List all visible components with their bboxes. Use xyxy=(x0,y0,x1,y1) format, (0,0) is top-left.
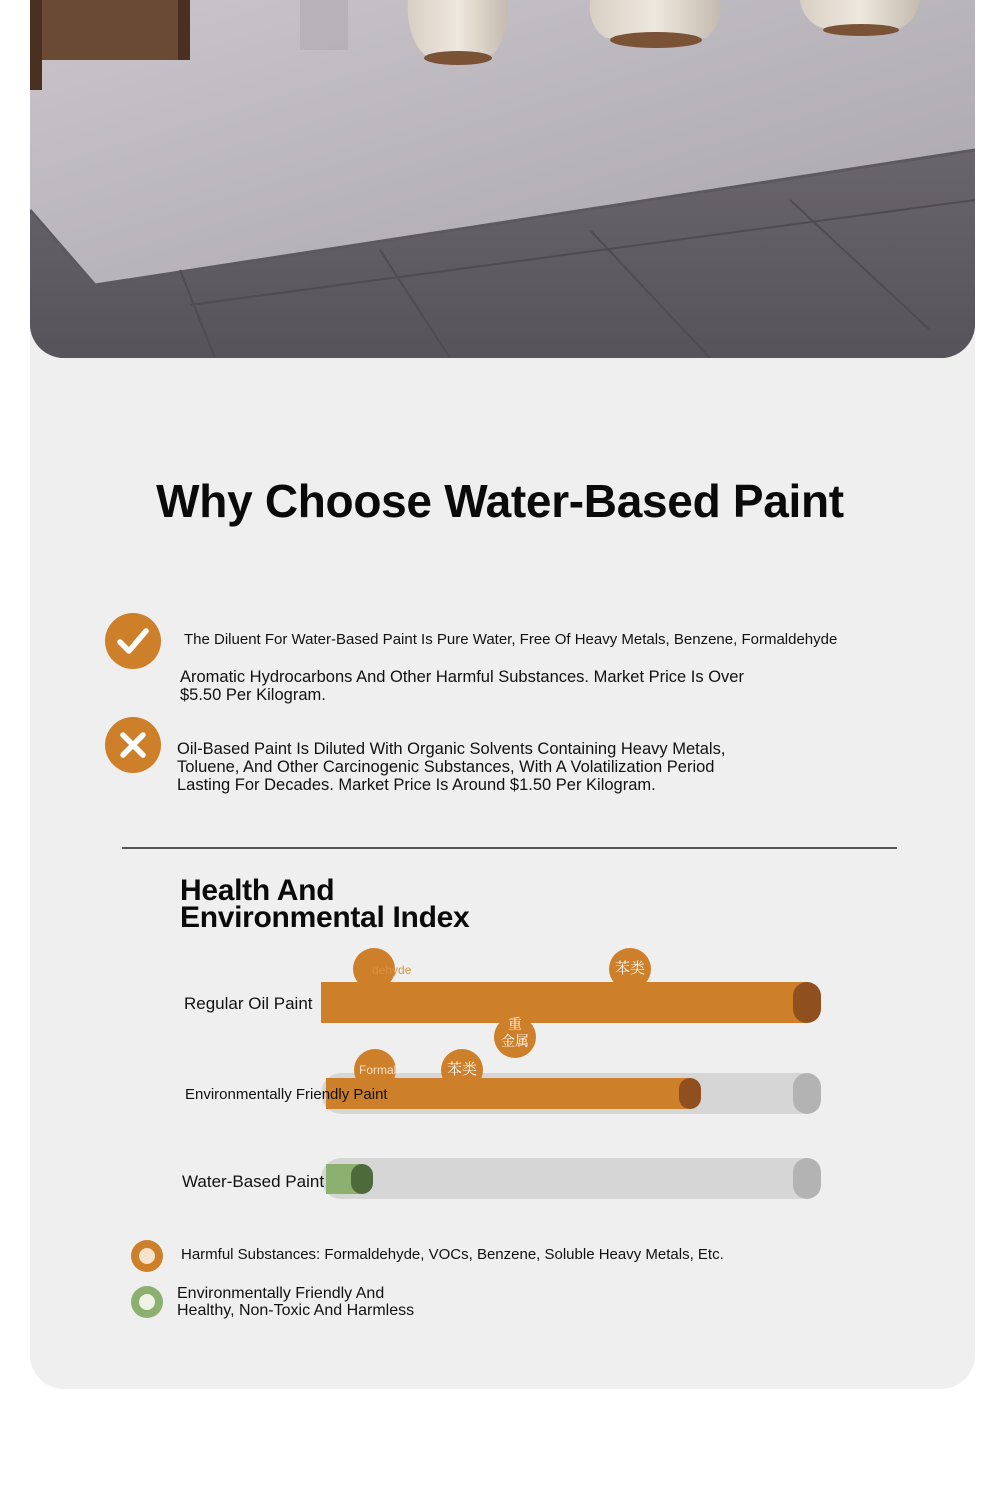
tag-bubble-heavy-metal xyxy=(494,1016,536,1058)
section-divider xyxy=(122,847,897,849)
tag-benzene-2-label: 苯类 xyxy=(446,1061,477,1078)
hero-photo xyxy=(30,0,975,358)
legend-harmful-marker xyxy=(131,1240,163,1272)
page-title: Why Choose Water-Based Paint xyxy=(156,475,844,527)
x-circle xyxy=(105,717,161,773)
index-heading xyxy=(180,874,470,934)
oil-paint-bar-end xyxy=(793,982,821,1023)
row-label-eco-paint: Environmentally Friendly Paint xyxy=(185,1086,388,1103)
pros-line-2a: Aromatic Hydrocarbons And Other Harmful Substances. Market Price Is Over xyxy=(180,668,744,686)
water-paint-bar-end xyxy=(351,1164,373,1194)
check-circle xyxy=(105,613,161,669)
pros-line-1: The Diluent For Water-Based Paint Is Pure Water, Free Of Heavy Metals, Benzene, Formaldehyde xyxy=(184,631,838,648)
eco-paint-track-end xyxy=(793,1073,821,1114)
tag-heavy-metal-line-2: 金属 xyxy=(501,1033,529,1049)
legend-harmful-ring xyxy=(139,1248,155,1264)
index-heading-line-1: Health And xyxy=(180,874,335,907)
tag-benzene-label: 苯类 xyxy=(614,960,645,977)
tag-bubble-benzene xyxy=(609,948,651,990)
legend-harmful-text: Harmful Substances: Formaldehyde, VOCs, Benzene, Soluble Heavy Metals, Etc. xyxy=(181,1246,724,1263)
cons-line-1: Oil-Based Paint Is Diluted With Organic Solvents Containing Heavy Metals, xyxy=(177,740,726,758)
tag-bubble-benzene-2 xyxy=(441,1049,483,1091)
legend-friendly-line-2: Healthy, Non-Toxic And Harmless xyxy=(177,1302,415,1319)
water-paint-track xyxy=(321,1158,821,1199)
row-label-water-paint: Water-Based Paint xyxy=(182,1172,325,1191)
tag-formal-label: Formal xyxy=(359,1063,397,1077)
legend-friendly-marker xyxy=(131,1286,163,1318)
oil-paint-bar xyxy=(321,982,807,1023)
legend-friendly-ring xyxy=(139,1294,155,1310)
cons-paragraph xyxy=(177,740,725,794)
check-icon xyxy=(105,613,161,669)
tag-heavy-metal-line-1: 重 xyxy=(508,1016,522,1032)
cons-line-2: Toluene, And Other Carcinogenic Substances, With A Volatilization Period xyxy=(177,758,715,776)
tag-formaldehyde-label: dehyde xyxy=(372,963,412,977)
row-label-oil-paint: Regular Oil Paint xyxy=(184,994,313,1013)
pros-line-2b: $5.50 Per Kilogram. xyxy=(180,686,326,704)
eco-paint-bar-end xyxy=(679,1078,701,1109)
x-icon xyxy=(105,717,161,773)
living-room-photo xyxy=(30,0,975,358)
pros-paragraph xyxy=(180,668,744,704)
index-heading-line-2: Environmental Index xyxy=(180,901,470,934)
legend-friendly-line-1: Environmentally Friendly And xyxy=(177,1285,385,1302)
cons-line-3: Lasting For Decades. Market Price Is Around $1.50 Per Kilogram. xyxy=(177,776,656,794)
water-paint-track-end xyxy=(793,1158,821,1199)
legend-friendly-text xyxy=(177,1285,414,1319)
